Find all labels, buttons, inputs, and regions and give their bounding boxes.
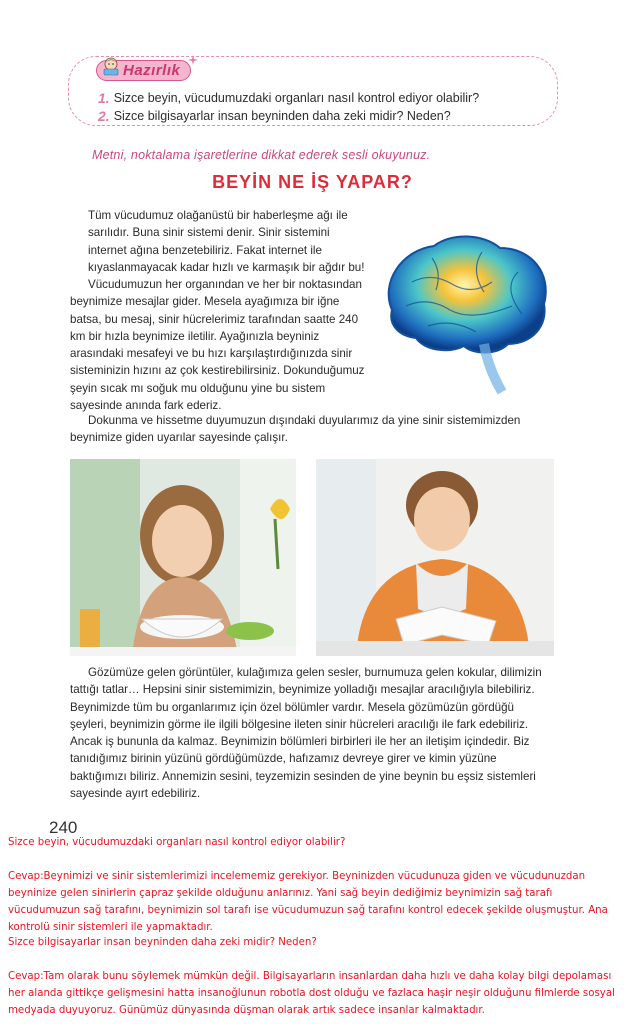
paragraph-4 — [70, 664, 552, 802]
page-title: BEYİN NE İŞ YAPAR? — [212, 172, 413, 192]
page-number: 240 — [49, 818, 78, 837]
child-reading-icon — [100, 55, 122, 77]
paragraph-2 — [70, 276, 368, 414]
paragraph-1-text: Tüm vücudumuz olağanüstü bir haberleşme ağı ile sarılıdır. Buna sinir sistemi denir. Sinir sistemini internet ağına benzetebiliriz. Fakat internet ile kıyaslanmayacak kadar hızlı ve karmaşık bir ağdır bu! — [88, 209, 365, 274]
answer-2-text: Cevap:Tam olarak bunu söylemek mümkün değil. Bilgisayarların insanlardan daha hızlı ve daha kolay bilgi depolaması her alanda gittikçe gelişmesini hatta insanoğlunun robotla dost olduğu ve fazlaca haşir neşir olduğunu filmlerde sosyal medyada duyuyoruz. Günümüz dünyasında düşman olarak artık sadece insanlar kalmaktadır. — [8, 971, 615, 1016]
boy-reading-image — [316, 459, 554, 656]
paragraph-2-text: Vücudumuzun her organından ve her bir noktasından beynimize mesajlar gider. Mesela ayağımıza bir iğne batsa, bu mesaj, sinir hücrelerimiz tarafından saatte 240 km bir hızla beynimize iletilir. Ayağınızla beyniniz arasındaki mesafeyi ve bu hızı karşılaştırdığınızda sinir sisteminizin hızını az çok kestirebilirsiniz. Dokunduğumuz şeyin sıcak mı soğuk mu olduğunu yine bu sistem sayesinde anında fark ederiz. — [70, 278, 365, 413]
prep-question-2-number: 2. — [98, 108, 110, 124]
preparation-badge-label: Hazırlık — [123, 61, 181, 79]
paragraph-3 — [70, 412, 550, 447]
paragraph-3-text: Dokunma ve hissetme duyumuzun dışındaki duyularımız da yine sinir sistemimizden beynimize giden uyarılar sayesinde çalışır. — [70, 414, 521, 445]
girl-eating-photo — [70, 459, 296, 656]
paragraph-1 — [88, 207, 368, 276]
boy-reading-photo — [316, 459, 554, 656]
paragraph-4-text: Gözümüze gelen görüntüler, kulağımıza gelen sesler, burnumuza gelen kokular, dilimizin tattığı tatlar… Hepsini sinir sistemimizin, beynimize yolladığı mesajlar aracılığıyla bilebiliriz. Beynimizde tüm bu organlarımız için özel bölümler vardır. Mesela gözümüzün gördüğü şeyleri, beynimizin görme ile ilgili bölgesine ileten sinir hücreleri aracılığı ile fark edebiliriz. Ancak iş bununla da kalmaz. Beynimizin bölümleri birbirleri ile her an iletişim içindedir. Biz tanıdığımız birinin yüzünü gördüğümüzde, hafızamız devreye girer ve kimin yüzüne baktığımızı biliriz. Annemizin sesini, teyzemizin sesinden de yine beynin bu eşsiz sistemleri sayesinde ayırt edebiliriz. — [70, 666, 542, 801]
prep-question-2 — [98, 108, 451, 124]
preparation-badge — [96, 58, 191, 82]
answer-1-text: Cevap:Beynimizi ve sinir sistemlerimizi incelememiz gerekiyor. Beyninizden vücudunuza giden ve vücudunuzdan beyninize gelen sinirlerin çapraz şekilde olduğunu anlarınız. Yani sağ beyin dediğimiz beynimizin sağ tarafı vücudumuzun sağ tarafını, beynimizin sol tarafı ise vücudumuzun sağ tarafını kontrol edecek şekilde oluşmuştur. Ana kontrolü sinir sistemleri ile yapmaktadır. — [8, 871, 608, 933]
prep-question-1-text: Sizce beyin, vücudumuzdaki organları nasıl kontrol ediyor olabilir? — [113, 91, 480, 105]
brain-icon — [372, 222, 556, 396]
prep-question-1-number: 1. — [98, 90, 110, 106]
sparkle-icon — [188, 55, 198, 65]
girl-eating-image — [70, 459, 296, 656]
answer-question-1: Sizce beyin, vücudumuzdaki organları nasıl kontrol ediyor olabilir? — [8, 837, 346, 848]
reading-instruction: Metni, noktalama işaretlerine dikkat ederek sesli okuyunuz. — [92, 148, 431, 162]
brain-illustration — [372, 222, 556, 396]
prep-question-1 — [98, 90, 479, 106]
prep-question-2-text: Sizce bilgisayarlar insan beyninden daha zeki midir? Neden? — [113, 109, 451, 123]
answer-question-2: Sizce bilgisayarlar insan beyninden daha zeki midir? Neden? — [8, 937, 317, 948]
